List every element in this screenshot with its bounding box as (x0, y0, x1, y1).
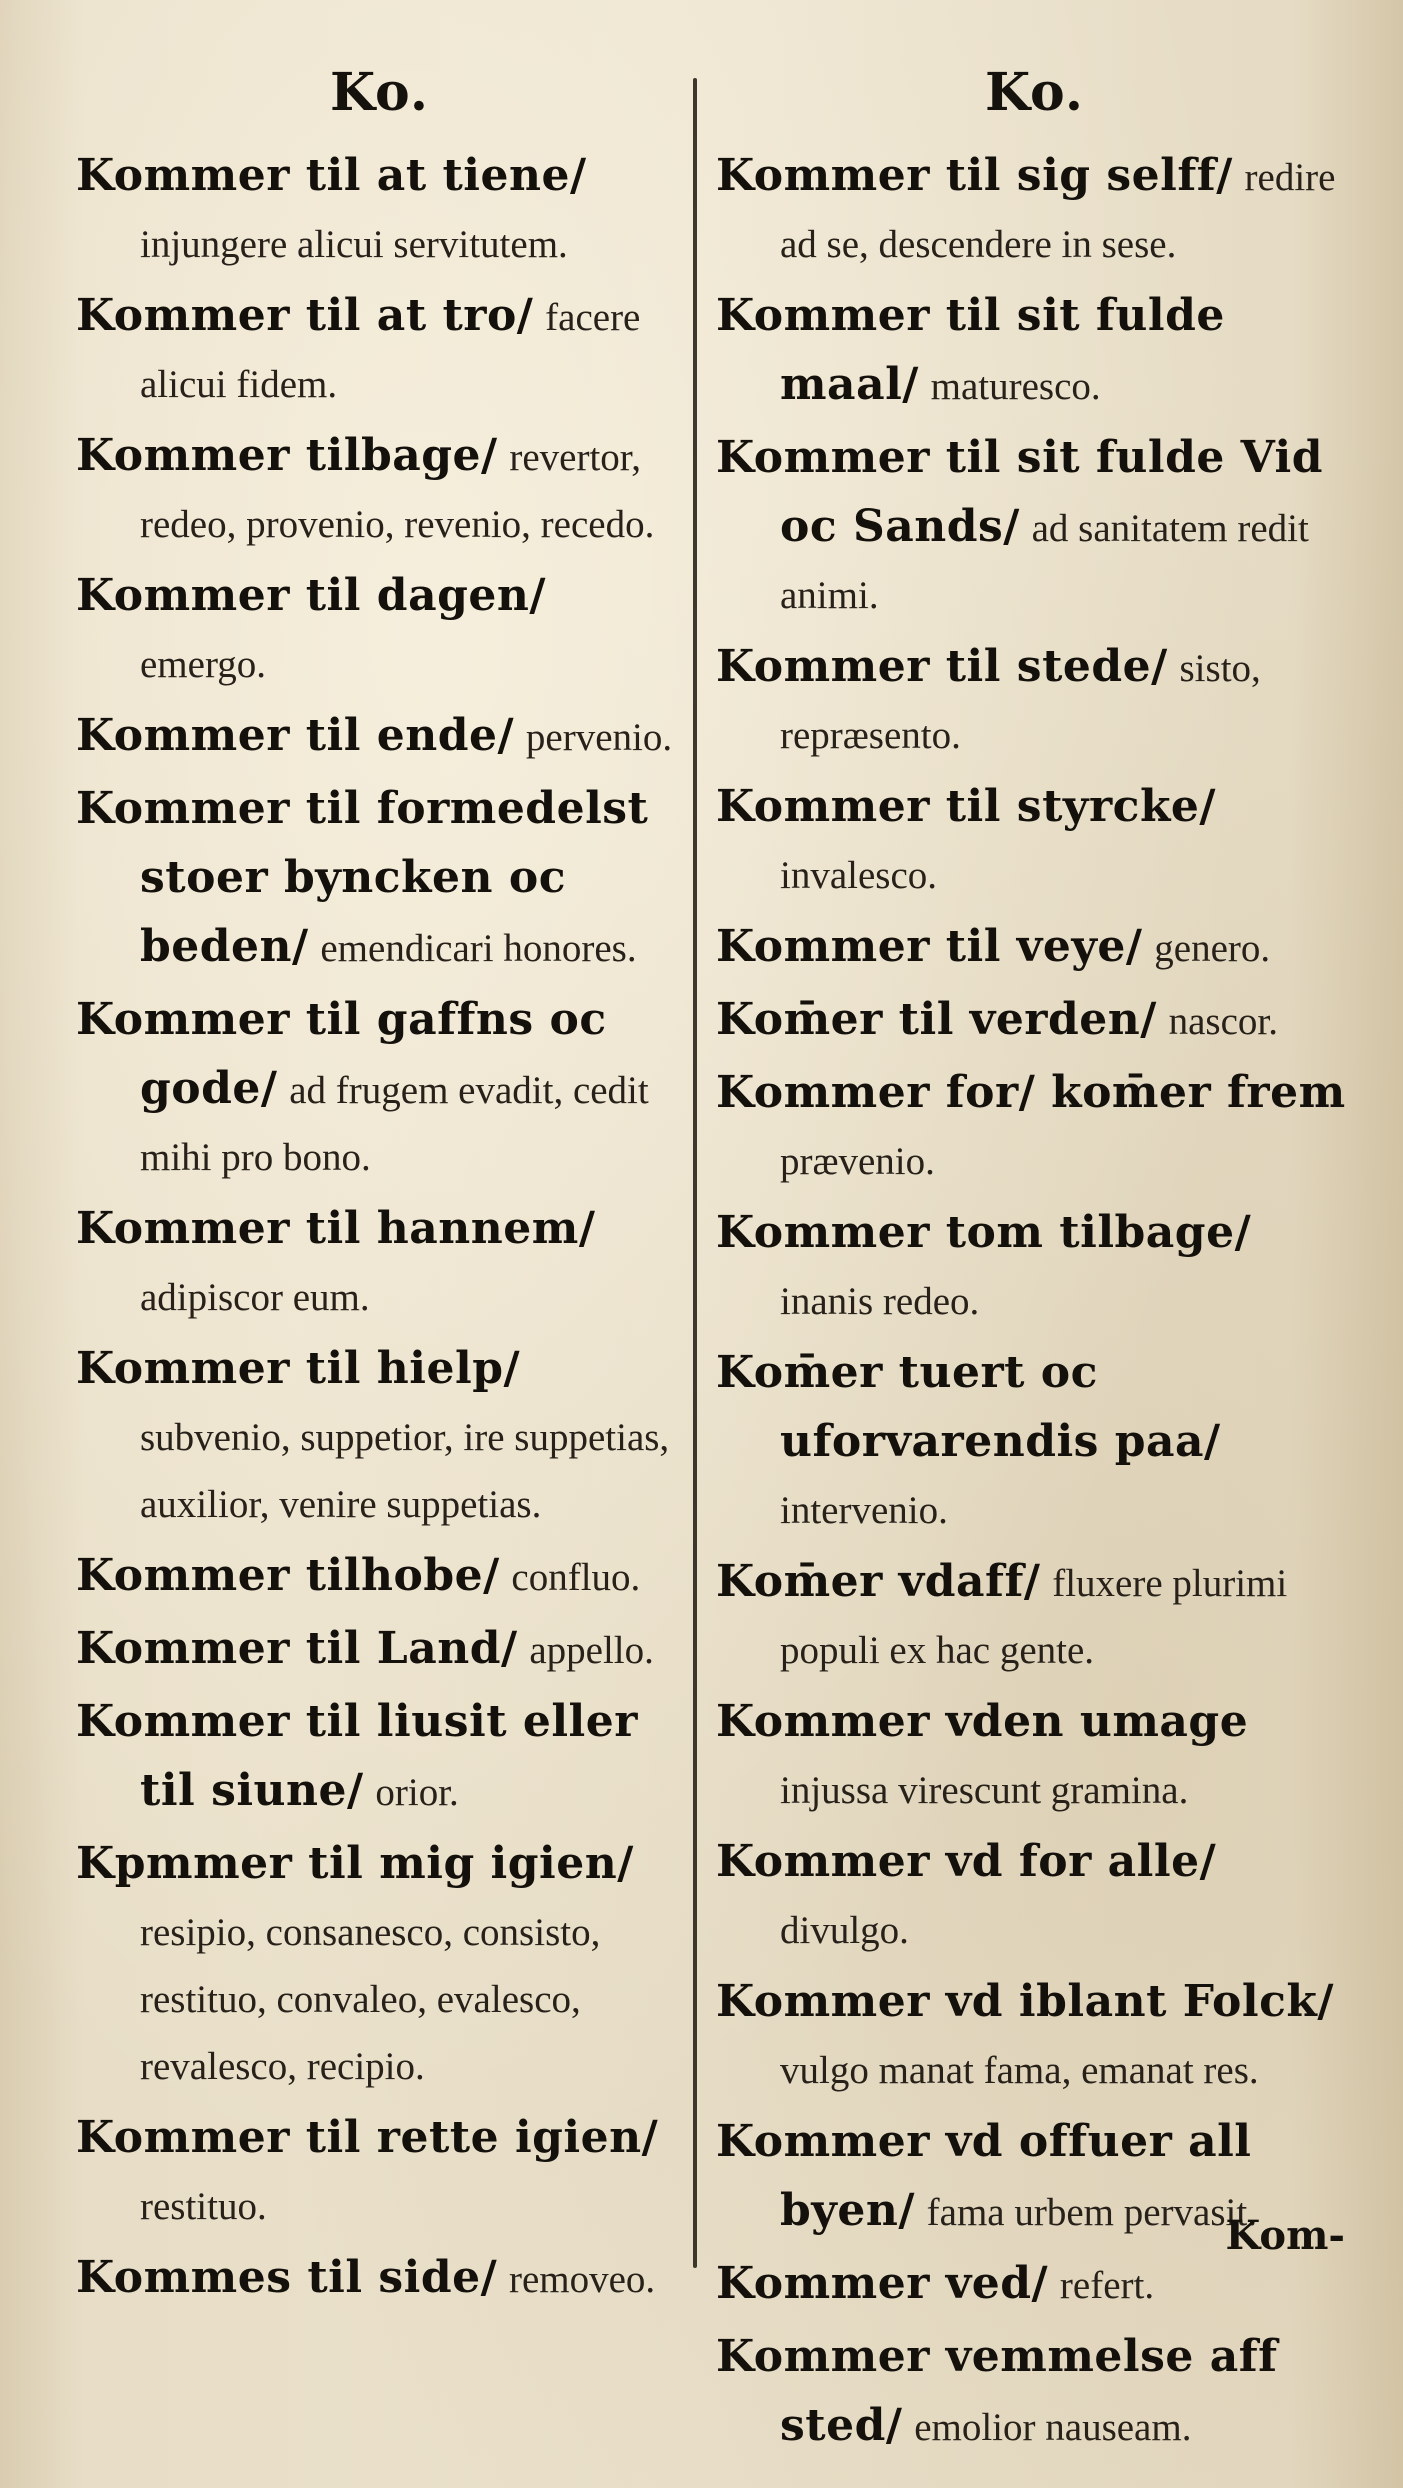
dictionary-entry (76, 562, 676, 698)
dictionary-entry (716, 282, 1346, 420)
entry-latin-gloss: genero. (1154, 927, 1271, 970)
dictionary-entry (716, 424, 1346, 629)
dictionary-entry (716, 1968, 1346, 2104)
entry-latin-gloss: vulgo manat fama, emanat res. (780, 2049, 1259, 2092)
dictionary-entry (716, 2250, 1346, 2319)
column-divider (693, 78, 697, 2268)
entry-latin-gloss: nascor. (1168, 1000, 1278, 1043)
dictionary-entry (76, 2244, 676, 2313)
entry-headword: Kommer til at tro/ (76, 290, 534, 341)
entry-headword: Kommer ved/ (716, 2258, 1049, 2309)
entry-headword: Kommer til styrcke/ (716, 781, 1216, 832)
dictionary-entry (76, 2104, 676, 2240)
entry-headword: Kommer til at tiene/ (76, 150, 587, 201)
entry-headword: Kommer til gaffns oc gode/ (76, 994, 607, 1114)
entry-headword: Kommer til hielp/ (76, 1343, 521, 1394)
entry-latin-gloss: subvenio, suppetior, ire suppetias, auxilior, venire suppetias. (140, 1416, 670, 1526)
entry-latin-gloss: emolior nauseam. (914, 2406, 1192, 2449)
dictionary-entry (716, 633, 1346, 769)
dictionary-entry (76, 1688, 676, 1826)
entry-latin-gloss: refert. (1059, 2264, 1155, 2307)
right-column (716, 142, 1346, 2465)
dictionary-entry (76, 702, 676, 771)
dictionary-entry (76, 775, 676, 982)
dictionary-entry (716, 1688, 1346, 1824)
dictionary-entry (716, 913, 1346, 982)
entry-headword: Kommer til formedelst stoer byncken oc beden/ (76, 783, 649, 972)
entry-headword: Kommer til sig selff/ (716, 150, 1233, 201)
entry-latin-gloss: restituo. (140, 2185, 267, 2228)
entry-headword: Kom̄er tuert oc uforvarendis paa/ (716, 1347, 1221, 1467)
entry-latin-gloss: fama urbem pervasit. (926, 2191, 1257, 2234)
entry-headword: Kommer til ende/ (76, 710, 515, 761)
entry-headword: Kommer til dagen/ (76, 570, 546, 621)
left-column (76, 142, 676, 2317)
entry-latin-gloss: maturesco. (930, 365, 1101, 408)
entry-latin-gloss: invalesco. (780, 854, 938, 897)
entry-headword: Kommer til Land/ (76, 1623, 518, 1674)
dictionary-entry (76, 1615, 676, 1684)
dictionary-entry (76, 1195, 676, 1331)
entry-headword: Kommer til sit fulde Vid oc Sands/ (716, 432, 1323, 552)
entry-headword: Kommer for/ kom̄er frem (716, 1067, 1346, 1118)
entry-latin-gloss: orior. (375, 1771, 459, 1814)
dictionary-entry (716, 1339, 1346, 1544)
running-head-right: Ko. (985, 62, 1084, 123)
entry-headword: Kommer til stede/ (716, 641, 1168, 692)
entry-latin-gloss: sisto, repræsento. (780, 647, 1261, 757)
catchword: Kom- (1225, 2212, 1345, 2259)
entry-latin-gloss: fluxere plurimi populi ex hac gente. (780, 1562, 1288, 1672)
entry-latin-gloss: adipiscor eum. (140, 1276, 370, 1319)
entry-latin-gloss: injungere alicui servitutem. (140, 223, 568, 266)
entry-headword: Kommer til rette igien/ (76, 2112, 659, 2163)
dictionary-entry (716, 1828, 1346, 1964)
entry-headword: Kommer tilhobe/ (76, 1550, 500, 1601)
entry-latin-gloss: confluo. (511, 1556, 641, 1599)
entry-headword: Kommer vden umage (716, 1696, 1249, 1747)
dictionary-entry (716, 1059, 1346, 1195)
entry-latin-gloss: inanis redeo. (780, 1280, 980, 1323)
running-head-left: Ko. (330, 62, 429, 123)
entry-headword: Kom̄er vdaff/ (716, 1556, 1041, 1607)
entry-headword: Kommer vd offuer all byen/ (716, 2116, 1252, 2236)
entry-latin-gloss: divulgo. (780, 1909, 909, 1952)
entry-latin-gloss: resipio, consanesco, consisto, restituo, convaleo, evalesco, revalesco, recipio. (140, 1911, 601, 2088)
entry-latin-gloss: revertor, redeo, provenio, revenio, recedo. (140, 436, 655, 546)
entry-latin-gloss: intervenio. (780, 1489, 948, 1532)
entry-headword: Kommer vd for alle/ (716, 1836, 1217, 1887)
entry-headword: Kpmmer til mig igien/ (76, 1838, 634, 1889)
dictionary-entry (76, 282, 676, 418)
entry-latin-gloss: emergo. (140, 643, 266, 686)
entry-latin-gloss: ad sanitatem redit animi. (780, 507, 1309, 617)
entry-headword: Kommer til hannem/ (76, 1203, 596, 1254)
entry-latin-gloss: emendicari honores. (320, 927, 637, 970)
entry-headword: Kommer tom tilbage/ (716, 1207, 1252, 1258)
entry-headword: Kommer vd iblant Folck/ (716, 1976, 1334, 2027)
entry-latin-gloss: redire ad se, descendere in sese. (780, 156, 1336, 266)
dictionary-entry (716, 773, 1346, 909)
entry-latin-gloss: pervenio. (525, 716, 673, 759)
dictionary-entry (716, 1548, 1346, 1684)
dictionary-entry (716, 1199, 1346, 1335)
entry-latin-gloss: facere alicui fidem. (140, 296, 641, 406)
entry-headword: Kommer vemmelse aff sted/ (716, 2331, 1278, 2451)
dictionary-entry (76, 1830, 676, 2100)
dictionary-entry (716, 2323, 1346, 2461)
entry-headword: Kommer til liusit eller til siune/ (76, 1696, 638, 1816)
dictionary-entry (76, 142, 676, 278)
dictionary-entry (76, 422, 676, 558)
entry-headword: Kommer til veye/ (716, 921, 1143, 972)
entry-latin-gloss: removeo. (508, 2258, 656, 2301)
entry-headword: Kommer tilbage/ (76, 430, 498, 481)
entry-latin-gloss: prævenio. (780, 1140, 935, 1183)
entry-latin-gloss: appello. (529, 1629, 654, 1672)
dictionary-entry (716, 142, 1346, 278)
dictionary-entry (716, 986, 1346, 1055)
entry-headword: Kom̄er til verden/ (716, 994, 1157, 1045)
dictionary-entry (76, 1542, 676, 1611)
dictionary-entry (76, 1335, 676, 1538)
entry-latin-gloss: ad frugem evadit, cedit mihi pro bono. (140, 1069, 649, 1179)
entry-headword: Kommer til sit fulde maal/ (716, 290, 1225, 410)
entry-headword: Kommes til side/ (76, 2252, 498, 2303)
dictionary-entry (76, 986, 676, 1191)
entry-latin-gloss: injussa virescunt gramina. (780, 1769, 1189, 1812)
